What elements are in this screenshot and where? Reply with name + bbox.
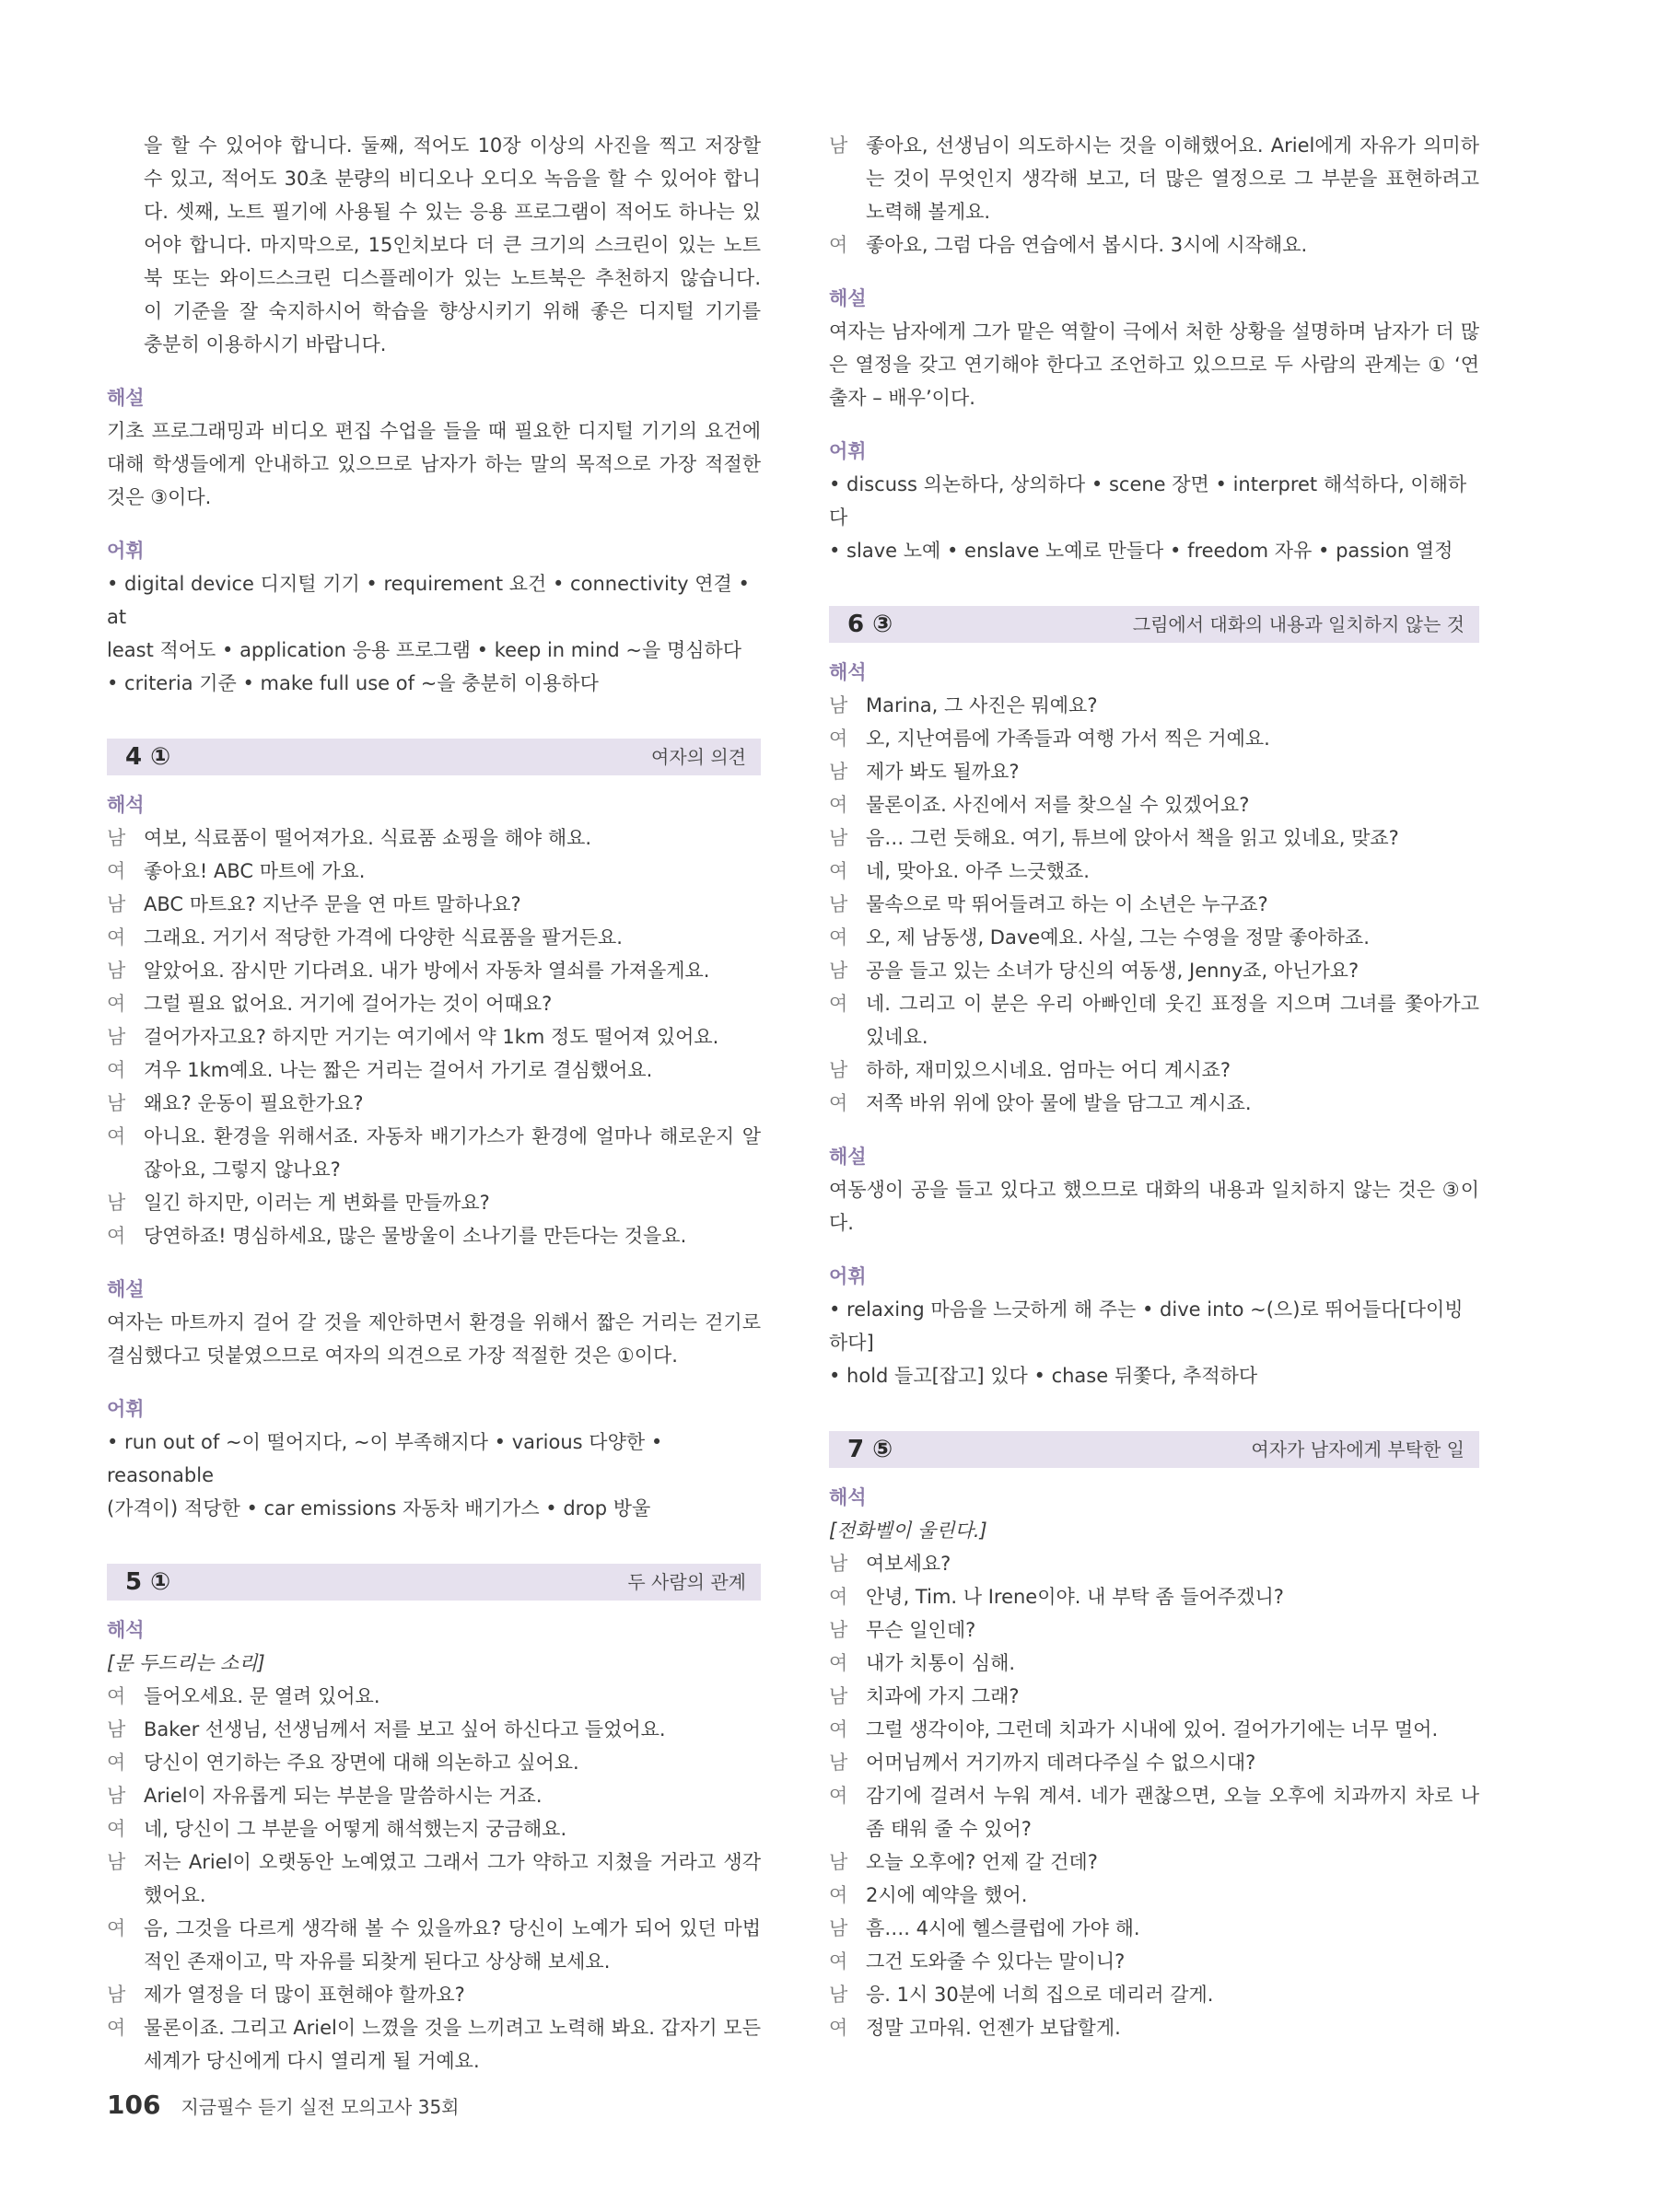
- dialogue-line: [107, 1120, 761, 1186]
- dialogue-line: [107, 821, 761, 855]
- speaker-label: 여: [829, 1884, 848, 1906]
- dialogue-line: [107, 1812, 761, 1845]
- page-number: 106: [107, 2090, 161, 2120]
- dialogue-line: [107, 1020, 761, 1054]
- vocab-line: • run out of ~이 떨어지다, ~이 부족해지다 • various 다양한 • reasonable: [107, 1431, 663, 1486]
- utterance-text: 내가 치통이 심해.: [866, 1652, 1016, 1674]
- dialogue-line: [829, 1978, 1479, 2011]
- speaker-label: 여: [107, 1917, 126, 1939]
- q6-translation-label: 해석: [829, 661, 867, 683]
- utterance-text: 좋아요! ABC 마트에 가요.: [144, 860, 366, 882]
- script-line: 다. 셋째, 노트 필기에 사용될 수 있는 응용 프로그램이 적어도 하나는 있: [144, 201, 761, 223]
- speaker-label: 여: [829, 860, 848, 882]
- speaker-label: 여: [107, 1818, 126, 1840]
- dialogue-line: [107, 1978, 761, 2011]
- utterance-text: 왜요? 운동이 필요한가요?: [144, 1092, 364, 1114]
- speaker-label: 여: [829, 993, 848, 1015]
- utterance-text: 좋아요, 선생님이 의도하시는 것을 이해했어요. Ariel에게 자유가 의미하는 것이 무엇인지 생각해 보고, 더 많은 열정으로 그 부분을 표현하려고 노력해 볼게요.: [866, 134, 1479, 223]
- utterance-text: 물론이죠. 사진에서 저를 찾으실 수 있겠어요?: [866, 794, 1250, 816]
- utterance-text: Marina, 그 사진은 뭐예요?: [866, 694, 1098, 716]
- utterance-text: 그건 도와줄 수 있다는 말이니?: [866, 1950, 1126, 1973]
- utterance-text: Ariel이 자유롭게 되는 부분을 말씀하시는 거죠.: [144, 1785, 543, 1807]
- dialogue-line: [107, 1054, 761, 1087]
- dialogue-line: [829, 1845, 1479, 1879]
- speaker-label: 여: [829, 1950, 848, 1973]
- left-column: [107, 129, 761, 2078]
- dialogue-line: [107, 954, 761, 987]
- dialogue-line: [107, 1219, 761, 1252]
- speaker-label: 남: [107, 960, 126, 982]
- vocab-line: least 적어도 • application 응용 프로그램 • keep in mind ~을 명심하다: [107, 639, 742, 661]
- q5-dialogue: [107, 1680, 761, 2078]
- utterance-text: 물론이죠. 그리고 Ariel이 느꼈을 것을 느끼려고 노력해 봐요. 갑자기 모든 세계가 당신에게 다시 열리게 될 거예요.: [144, 2017, 761, 2072]
- dialogue-line: [829, 821, 1479, 855]
- utterance-text: 오, 제 남동생, Dave예요. 사실, 그는 수영을 정말 좋아하죠.: [866, 926, 1370, 949]
- q4-topic: 여자의 의견: [651, 746, 746, 768]
- q5-explanation-label: 해설: [829, 287, 867, 309]
- script-line: 을 할 수 있어야 합니다. 둘째, 적어도 10장 이상의 사진을 찍고 저장할: [144, 134, 761, 157]
- right-column: [829, 129, 1479, 2044]
- utterance-text: 무슨 일인데?: [866, 1619, 976, 1641]
- q4-vocab-label: 어휘: [107, 1398, 145, 1420]
- book-title: 지금필수 듣기 실전 모의고사 35회: [181, 2096, 460, 2118]
- speaker-label: 여: [107, 1125, 126, 1147]
- q4-translation-label: 해석: [107, 794, 145, 816]
- q6-explanation: 여동생이 공을 들고 있다고 했으므로 대화의 내용과 일치하지 않는 것은 ③이다.: [829, 1179, 1479, 1234]
- dialogue-line: [829, 1547, 1479, 1580]
- utterance-text: 하하, 재미있으시네요. 엄마는 어디 계시죠?: [866, 1059, 1231, 1081]
- dialogue-line: [829, 1087, 1479, 1120]
- q4-vocab: [107, 1426, 761, 1525]
- q4-header-bar: [107, 739, 761, 775]
- utterance-text: 2시에 예약을 했어.: [866, 1884, 1028, 1906]
- vocab-line: • digital device 디지털 기기 • requirement 요건 • connectivity 연결 • at: [107, 573, 750, 628]
- speaker-label: 여: [107, 1225, 126, 1247]
- speaker-label: 남: [107, 1851, 126, 1873]
- dialogue-line: [107, 1845, 761, 1912]
- utterance-text: 걸어가자고요? 하지만 거기는 여기에서 약 1km 정도 떨어져 있어요.: [144, 1026, 719, 1048]
- utterance-text: 일긴 하지만, 이러는 게 변화를 만들까요?: [144, 1192, 490, 1214]
- q4-explanation: 여자는 마트까지 걸어 갈 것을 제안하면서 환경을 위해서 짧은 거리는 걷기로 결심했다고 덧붙였으므로 여자의 의견으로 가장 적절한 것은 ①이다.: [107, 1311, 761, 1367]
- vocab-line: • hold 들고[잡고] 있다 • chase 뒤쫓다, 추적하다: [829, 1365, 1258, 1387]
- page-footer: [107, 2089, 460, 2124]
- utterance-text: 네, 맞아요. 아주 느긋했죠.: [866, 860, 1090, 882]
- utterance-text: 알았어요. 잠시만 기다려요. 내가 방에서 자동차 열쇠를 가져올게요.: [144, 960, 710, 982]
- utterance-text: 겨우 1km예요. 나는 짧은 거리는 걸어서 가기로 결심했어요.: [144, 1059, 653, 1081]
- q5-explanation: 여자는 남자에게 그가 맡은 역할이 극에서 처한 상황을 설명하며 남자가 더 많은 열정을 갖고 연기해야 한다고 조언하고 있으므로 두 사람의 관계는 ① ‘연출자 – 배우’이다.: [829, 320, 1479, 409]
- utterance-text: 물속으로 막 뛰어들려고 하는 이 소년은 누구죠?: [866, 893, 1268, 915]
- speaker-label: 남: [829, 960, 848, 982]
- q6-topic: 그림에서 대화의 내용과 일치하지 않는 것: [1132, 613, 1465, 635]
- speaker-label: 여: [829, 1718, 848, 1740]
- q3-explanation-label: 해설: [107, 387, 145, 409]
- speaker-label: 남: [829, 1752, 848, 1774]
- utterance-text: 네, 당신이 그 부분을 어떻게 해석했는지 궁금해요.: [144, 1818, 567, 1840]
- speaker-label: 남: [107, 1718, 126, 1740]
- speaker-label: 남: [107, 1192, 126, 1214]
- utterance-text: ABC 마트요? 지난주 문을 연 마트 말하나요?: [144, 893, 521, 915]
- dialogue-line: [829, 2011, 1479, 2044]
- speaker-label: 여: [829, 1652, 848, 1674]
- q5-vocab: [829, 468, 1479, 567]
- speaker-label: 여: [107, 860, 126, 882]
- utterance-text: 오, 지난여름에 가족들과 여행 가서 찍은 거예요.: [866, 728, 1270, 750]
- speaker-label: 남: [829, 1685, 848, 1707]
- q5-stage-direction: [문 두드리는 소리]: [107, 1652, 265, 1674]
- dialogue-line: [829, 755, 1479, 788]
- dialogue-line: [107, 888, 761, 921]
- q6-vocab-label: 어휘: [829, 1265, 867, 1287]
- speaker-label: 남: [829, 694, 848, 716]
- dialogue-line: [107, 1713, 761, 1746]
- speaker-label: 남: [107, 1092, 126, 1114]
- q3-continuation: [107, 129, 761, 361]
- speaker-label: 여: [829, 1092, 848, 1114]
- speaker-label: 남: [107, 1785, 126, 1807]
- speaker-label: 남: [107, 827, 126, 849]
- utterance-text: 좋아요, 그럼 다음 연습에서 봅시다. 3시에 시작해요.: [866, 234, 1308, 256]
- utterance-text: 감기에 걸려서 누워 계셔. 네가 괜찮으면, 오늘 오후에 치과까지 차로 나 좀 태워 줄 수 있어?: [866, 1785, 1479, 1840]
- speaker-label: 남: [829, 761, 848, 783]
- dialogue-line: [829, 1613, 1479, 1647]
- utterance-text: 그래요. 거기서 적당한 가격에 다양한 식료품을 팔거든요.: [144, 926, 623, 949]
- dialogue-line: [107, 1680, 761, 1713]
- utterance-text: 당연하죠! 명심하세요, 많은 물방울이 소나기를 만든다는 것을요.: [144, 1225, 687, 1247]
- dialogue-line: [829, 689, 1479, 722]
- utterance-text: 네. 그리고 이 분은 우리 아빠인데 웃긴 표정을 지으며 그녀를 쫓아가고 있네요.: [866, 993, 1479, 1048]
- speaker-label: 여: [107, 2017, 126, 2039]
- dialogue-line: [829, 129, 1479, 228]
- utterance-text: Baker 선생님, 선생님께서 저를 보고 싶어 하신다고 들었어요.: [144, 1718, 666, 1740]
- dialogue-line: [107, 855, 761, 888]
- speaker-label: 여: [829, 2017, 848, 2039]
- utterance-text: 여보세요?: [866, 1553, 951, 1575]
- utterance-text: 들어오세요. 문 열려 있어요.: [144, 1685, 380, 1707]
- dialogue-line: [829, 1054, 1479, 1087]
- utterance-text: 제가 봐도 될까요?: [866, 761, 1020, 783]
- speaker-label: 남: [829, 1619, 848, 1641]
- q6-explanation-label: 해설: [829, 1146, 867, 1168]
- utterance-text: 그럴 생각이야, 그런데 치과가 시내에 있어. 걸어가기에는 너무 멀어.: [866, 1718, 1439, 1740]
- q5-header-bar: [107, 1564, 761, 1601]
- utterance-text: 음… 그런 듯해요. 여기, 튜브에 앉아서 책을 읽고 있네요, 맞죠?: [866, 827, 1399, 849]
- speaker-label: 여: [107, 1685, 126, 1707]
- q5-topic: 두 사람의 관계: [627, 1571, 746, 1593]
- script-line: 북 또는 와이드스크린 디스플레이가 있는 노트북은 추천하지 않습니다.: [144, 267, 761, 289]
- utterance-text: 공을 들고 있는 소녀가 당신의 여동생, Jenny죠, 아닌가요?: [866, 960, 1360, 982]
- vocab-line: • slave 노예 • enslave 노예로 만들다 • freedom 자유 • passion 열정: [829, 540, 1453, 562]
- vocab-line: (가격이) 적당한 • car emissions 자동차 배기가스 • drop 방울: [107, 1497, 651, 1519]
- q5-number: 5 ①: [125, 1568, 171, 1596]
- speaker-label: 여: [829, 234, 848, 256]
- dialogue-line: [829, 1746, 1479, 1779]
- q7-header-bar: [829, 1431, 1479, 1468]
- speaker-label: 남: [829, 134, 848, 157]
- speaker-label: 여: [107, 993, 126, 1015]
- q4-explanation-label: 해설: [107, 1278, 145, 1300]
- q6-dialogue: [829, 689, 1479, 1120]
- dialogue-line: [107, 1087, 761, 1120]
- speaker-label: 여: [829, 794, 848, 816]
- utterance-text: 정말 고마워. 언젠가 보답할게.: [866, 2017, 1121, 2039]
- q7-dialogue: [829, 1547, 1479, 2044]
- dialogue-line: [829, 1647, 1479, 1680]
- q6-vocab: [829, 1293, 1479, 1392]
- utterance-text: 그럴 필요 없어요. 거기에 걸어가는 것이 어때요?: [144, 993, 553, 1015]
- q3-explanation: 기초 프로그래밍과 비디오 편집 수업을 들을 때 필요한 디지털 기기의 요건에 대해 학생들에게 안내하고 있으므로 남자가 하는 말의 목적으로 가장 적절한 것은 ③이다.: [107, 420, 761, 508]
- q5-vocab-label: 어휘: [829, 440, 867, 462]
- speaker-label: 남: [829, 827, 848, 849]
- q4-dialogue: [107, 821, 761, 1252]
- dialogue-line: [829, 921, 1479, 954]
- utterance-text: 저는 Ariel이 오랫동안 노예였고 그래서 그가 약하고 지쳤을 거라고 생각했어요.: [144, 1851, 761, 1906]
- dialogue-line: [107, 2011, 761, 2078]
- dialogue-line: [829, 1680, 1479, 1713]
- script-line: 충분히 이용하시기 바랍니다.: [144, 333, 387, 355]
- speaker-label: 남: [829, 1851, 848, 1873]
- q7-topic: 여자가 남자에게 부탁한 일: [1251, 1438, 1465, 1461]
- q5-translation-label: 해석: [107, 1619, 145, 1641]
- speaker-label: 여: [829, 926, 848, 949]
- vocab-line: • relaxing 마음을 느긋하게 해 주는 • dive into ~(으)로 뛰어들다[다이빙하다]: [829, 1298, 1464, 1354]
- dialogue-line: [107, 1779, 761, 1812]
- speaker-label: 여: [829, 1785, 848, 1807]
- speaker-label: 남: [829, 1917, 848, 1939]
- dialogue-line: [829, 228, 1479, 262]
- script-line: 어야 합니다. 마지막으로, 15인치보다 더 큰 크기의 스크린이 있는 노트: [144, 234, 761, 256]
- utterance-text: 당신이 연기하는 주요 장면에 대해 의논하고 싶어요.: [144, 1752, 579, 1774]
- utterance-text: 아니요. 환경을 위해서죠. 자동차 배기가스가 환경에 얼마나 해로운지 알잖아요, 그렇지 않나요?: [144, 1125, 761, 1181]
- utterance-text: 안녕, Tim. 나 Irene이야. 내 부탁 좀 들어주겠니?: [866, 1586, 1284, 1608]
- speaker-label: 남: [829, 1059, 848, 1081]
- dialogue-line: [829, 1879, 1479, 1912]
- utterance-text: 저쪽 바위 위에 앉아 물에 발을 담그고 계시죠.: [866, 1092, 1252, 1114]
- dialogue-line: [829, 954, 1479, 987]
- dialogue-line: [829, 722, 1479, 755]
- q4-number: 4 ①: [125, 743, 171, 771]
- dialogue-line: [829, 987, 1479, 1054]
- script-line: 이 기준을 잘 숙지하시어 학습을 향상시키기 위해 좋은 디지털 기기를: [144, 300, 761, 322]
- dialogue-line: [829, 855, 1479, 888]
- vocab-line: • discuss 의논하다, 상의하다 • scene 장면 • interpret 해석하다, 이해하다: [829, 473, 1467, 529]
- speaker-label: 남: [107, 1026, 126, 1048]
- speaker-label: 여: [107, 1059, 126, 1081]
- utterance-text: 음, 그것을 다르게 생각해 볼 수 있을까요? 당신이 노예가 되어 있던 마법적인 존재이고, 막 자유를 되찾게 된다고 상상해 보세요.: [144, 1917, 761, 1973]
- speaker-label: 남: [829, 893, 848, 915]
- dialogue-line: [829, 1779, 1479, 1845]
- script-line: 수 있고, 적어도 30초 분량의 비디오나 오디오 녹음을 할 수 있어야 합니: [144, 168, 761, 190]
- dialogue-line: [829, 1713, 1479, 1746]
- q7-number: 7 ⑤: [847, 1436, 893, 1463]
- speaker-label: 여: [107, 926, 126, 949]
- q3-vocab: [107, 567, 761, 700]
- speaker-label: 남: [107, 893, 126, 915]
- utterance-text: 치과에 가지 그래?: [866, 1685, 1020, 1707]
- dialogue-line: [829, 888, 1479, 921]
- dialogue-line: [829, 1912, 1479, 1945]
- q6-header-bar: [829, 606, 1479, 643]
- speaker-label: 남: [107, 1984, 126, 2006]
- dialogue-line: [107, 987, 761, 1020]
- q5-dialogue-continued: [829, 129, 1479, 262]
- speaker-label: 여: [829, 1586, 848, 1608]
- dialogue-line: [829, 1580, 1479, 1613]
- dialogue-line: [107, 1746, 761, 1779]
- speaker-label: 남: [829, 1553, 848, 1575]
- utterance-text: 여보, 식료품이 떨어져가요. 식료품 쇼핑을 해야 해요.: [144, 827, 592, 849]
- utterance-text: 오늘 오후에? 언제 갈 건데?: [866, 1851, 1098, 1873]
- speaker-label: 여: [107, 1752, 126, 1774]
- speaker-label: 남: [829, 1984, 848, 2006]
- q6-number: 6 ③: [847, 611, 893, 638]
- utterance-text: 응. 1시 30분에 너희 집으로 데리러 갈게.: [866, 1984, 1214, 2006]
- utterance-text: 어머님께서 거기까지 데려다주실 수 없으시대?: [866, 1752, 1256, 1774]
- q7-stage-direction: [전화벨이 울린다.]: [829, 1519, 987, 1542]
- utterance-text: 흠…. 4시에 헬스클럽에 가야 해.: [866, 1917, 1140, 1939]
- dialogue-line: [829, 1945, 1479, 1978]
- dialogue-line: [107, 1912, 761, 1978]
- dialogue-line: [107, 921, 761, 954]
- q3-vocab-label: 어휘: [107, 540, 145, 562]
- speaker-label: 여: [829, 728, 848, 750]
- dialogue-line: [829, 788, 1479, 821]
- utterance-text: 제가 열정을 더 많이 표현해야 할까요?: [144, 1984, 465, 2006]
- q7-translation-label: 해석: [829, 1486, 867, 1508]
- vocab-line: • criteria 기준 • make full use of ~을 충분히 이용하다: [107, 672, 599, 694]
- dialogue-line: [107, 1186, 761, 1219]
